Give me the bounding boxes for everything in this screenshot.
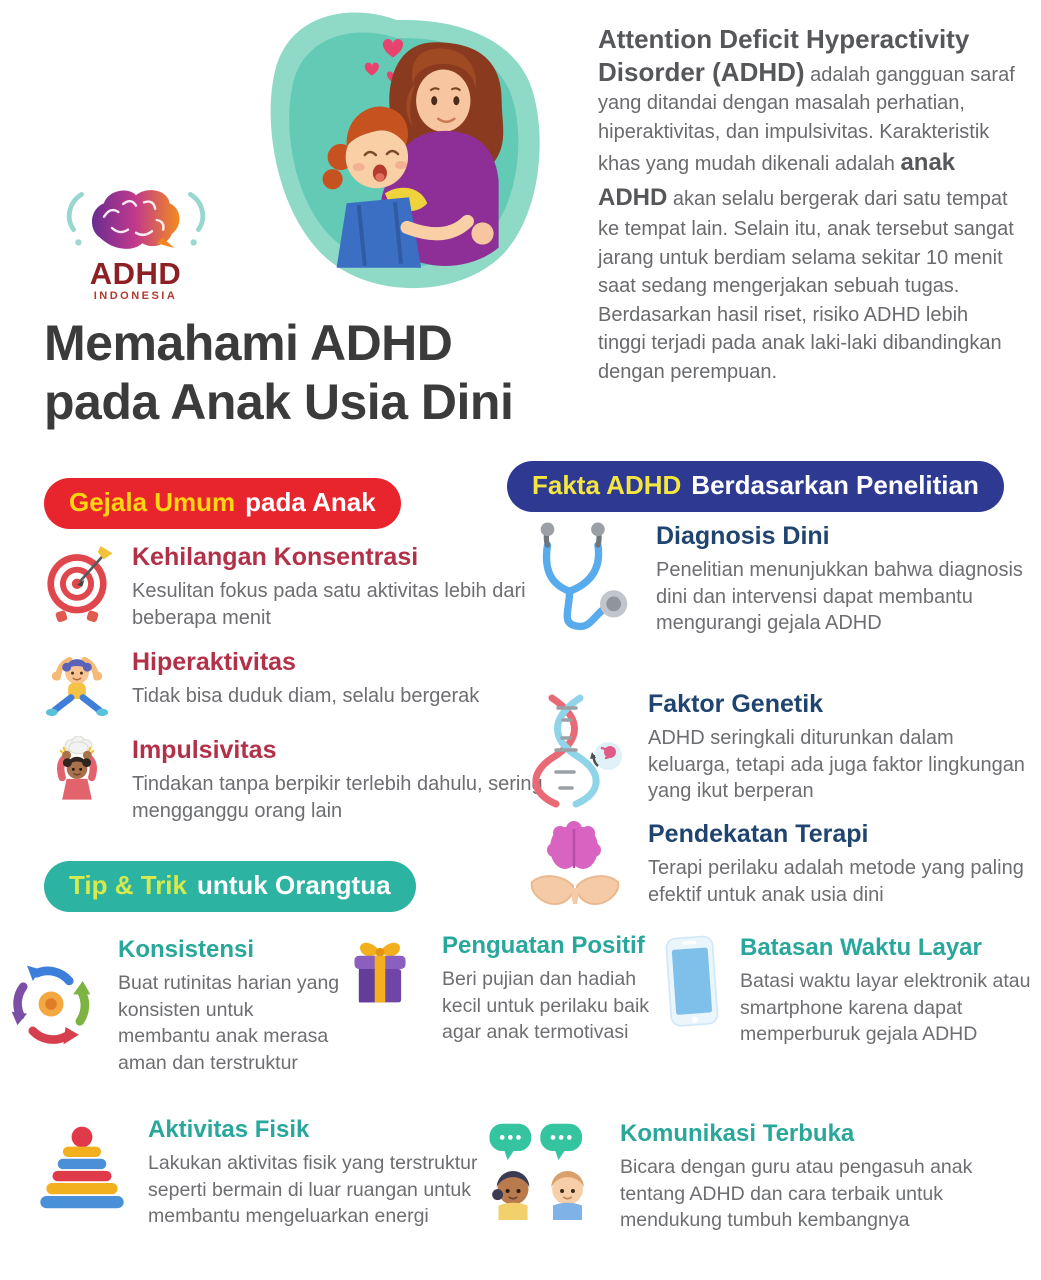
cycle-arrows-icon — [4, 956, 100, 1057]
fact-title: Diagnosis Dini — [656, 522, 830, 550]
fact-item-diagnosis-dini — [520, 522, 1038, 653]
target-icon — [40, 543, 114, 631]
tip-title: Konsistensi — [118, 936, 255, 963]
fact-item-pendekatan-terapi — [520, 820, 1038, 925]
fact-title: Faktor Genetik — [648, 690, 824, 718]
smartphone-icon — [662, 934, 722, 1035]
fact-desc: ADHD seringkali diturunkan dalam keluarga, tetapi ada juga faktor lingkungan yang ikut berperan — [648, 727, 1025, 803]
symptom-item-kehilangan-konsentrasi — [40, 543, 532, 631]
stacking-rings-icon — [34, 1124, 130, 1221]
symptom-desc: Kesulitan fokus pada satu aktivitas lebih dari beberapa menit — [132, 580, 526, 629]
symptom-desc: Tindakan tanpa berpikir terlebih dahulu, sering mengganggu orang lain — [132, 773, 543, 822]
symptom-title: Hiperaktivitas — [132, 648, 296, 676]
adhd-indonesia-logo — [28, 180, 243, 302]
logo-sub-text: INDONESIA — [93, 289, 178, 302]
impulsive-child-icon — [40, 736, 114, 815]
fact-item-faktor-genetik — [520, 690, 1038, 815]
tip-title: Penguatan Positif — [442, 932, 645, 959]
gejala-badge-rest: pada Anak — [245, 487, 376, 517]
intro-heading: Attention Deficit Hyperactivity Disorder (ADHD) — [598, 24, 970, 87]
intro-text-1: adalah gangguan saraf yang ditandai dengan masalah perhatian, hiperaktivitas, dan impulsivitas. Karakteristik khas yang mudah dikenali adalah — [598, 63, 1015, 176]
tip-desc: Bicara dengan guru atau pengasuh anak tentang ADHD dan cara terbaik untuk mendukung tumbuh kembangnya — [620, 1156, 973, 1232]
fakta-badge-highlight: Fakta ADHD — [532, 470, 682, 500]
page-title — [44, 314, 513, 431]
tip-desc: Beri pujian dan hadiah kecil untuk perilaku baik agar anak termotivasi — [442, 968, 650, 1044]
hands-holding-brain-icon — [520, 820, 630, 925]
tip-item-komunikasi-terbuka — [484, 1120, 1038, 1234]
fact-desc: Terapi perilaku adalah metode yang paling efektif untuk anak usia dini — [648, 857, 1024, 906]
fact-desc: Penelitian menunjukkan bahwa diagnosis dini dan intervensi dapat membantu mengurangi gejala ADHD — [656, 559, 1023, 635]
page-title-line2: pada Anak Usia Dini — [44, 373, 514, 430]
gejala-section-badge — [44, 478, 401, 529]
logo-brand-text: ADHD — [89, 256, 182, 291]
tip-title: Komunikasi Terbuka — [620, 1120, 855, 1147]
symptom-desc: Tidak bisa duduk diam, selalu bergerak — [132, 685, 480, 707]
intro-paragraph — [598, 24, 1020, 387]
tip-desc: Batasi waktu layar elektronik atau smartphone karena dapat memperburuk gejala ADHD — [740, 970, 1031, 1046]
fakta-badge-rest: Berdasarkan Penelitian — [691, 470, 979, 500]
tips-badge-highlight: Tip & Trik — [69, 870, 187, 900]
symptom-item-impulsivitas — [40, 736, 560, 824]
stethoscope-icon — [520, 522, 638, 653]
dna-icon — [520, 690, 630, 815]
tip-title: Aktivitas Fisik — [148, 1116, 310, 1143]
mother-hugging-child-illustration — [236, 4, 558, 306]
tip-desc: Lakukan aktivitas fisik yang terstruktur seperti bermain di luar ruangan untuk membantu mengeluarkan energi — [148, 1152, 478, 1228]
tip-item-konsistensi — [4, 936, 342, 1076]
page-title-line1: Memahami ADHD — [44, 315, 453, 371]
children-talking-icon — [484, 1120, 602, 1227]
intro-text-2: akan selalu bergerak dari satu tempat ke tempat lain. Selain itu, anak tersebut sangat jarang untuk berdiam selama sekitar 10 menit saat sedang mengerjakan sebuah tugas. Berdasarkan hasil riset, risiko ADHD lebih tinggi terjadi pada anak laki-laki dibandingkan dengan perempuan. — [598, 187, 1014, 383]
tips-badge-rest: untuk Orangtua — [197, 870, 391, 900]
hero-illustration — [236, 4, 558, 306]
gift-icon — [336, 932, 424, 1025]
symptom-item-hiperaktivitas — [40, 648, 540, 727]
symptom-title: Impulsivitas — [132, 736, 277, 764]
fakta-section-badge — [507, 461, 1004, 512]
tip-desc: Buat rutinitas harian yang konsisten untuk membantu anak merasa aman dan terstruktur — [118, 972, 340, 1074]
tips-section-badge — [44, 861, 416, 912]
tip-title: Batasan Waktu Layar — [740, 934, 982, 961]
jumping-child-icon — [40, 648, 114, 727]
symptom-title: Kehilangan Konsentrasi — [132, 543, 419, 571]
tip-item-aktivitas-fisik — [34, 1116, 486, 1230]
fact-title: Pendekatan Terapi — [648, 820, 869, 848]
tip-item-penguatan-positif — [336, 932, 668, 1046]
gejala-badge-highlight: Gejala Umum — [69, 487, 236, 517]
tip-item-batasan-waktu-layar — [662, 934, 1038, 1048]
intro-bold-anak-adhd: anak ADHD — [598, 149, 956, 211]
